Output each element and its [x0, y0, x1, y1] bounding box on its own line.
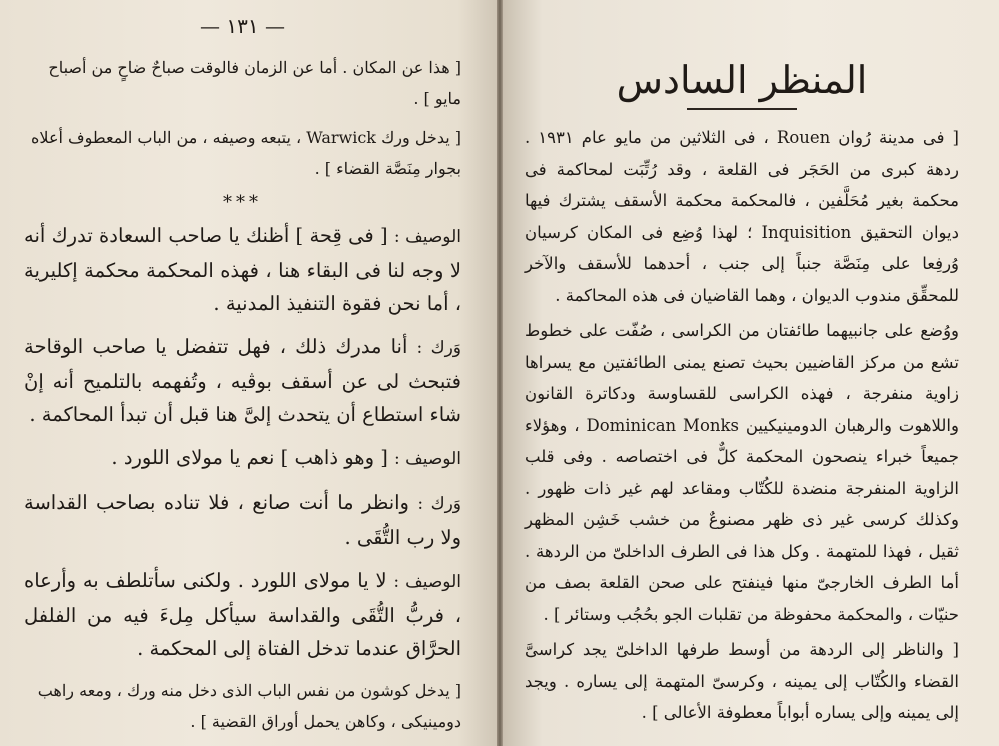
speech-text: [ وهو ذاهب ] نعم يا مولاى اللورد .: [111, 446, 388, 469]
speaker-name: الوصيف :: [394, 449, 461, 469]
scene-description-paragraph: [ والناظر إلى الردهة من أوسط طرفها الداخلىّ يجد كراسىَّ القضاء والكُتّاب إلى يمينه ، وكرسىّ المتهمة إلى يساره . ويجد إلى يمينه وإلى يساره أبواباً معطوفة الأعالى ] .: [525, 640, 959, 722]
scene-title: المنظر السادس: [616, 58, 868, 102]
scene-description-paragraph: ووُضع على جانبيهما طائفتان من الكراسى ، صُفّت على خطوط تشع من مركز القاضيين بحيث تصنع يمنى الطائفتين مع يسراها زاوية منفرجة ، فهذه الكراسى للقساوسة ودكاترة القانون واللاهوت والرهبان الدومينيكيين Dominican Monks ، وهؤلاء جميعاً خبراء ينصحون المحكمة كلٌّ فى اختصاصه . وفى قلب الزاوية المنفرجة منضدة للكُتّاب ومقاعد لهم غير ذات ظهور . وكذلك كرسى غير ذى ظهر مصنوعٌ من خشب خَشِن المظهر ثقيل ، فهذا للمتهمة . وكل هذا فى الطرف الداخلىّ من الردهة . أما الطرف الخارجىّ منها فينفتح على صحن القلعة بصف من حنيّات ، والمحكمة محفوظة من تقلبات الجو بحُجُب وستائر ] .: [525, 321, 959, 624]
page-number: — ١٣١ —: [200, 14, 285, 38]
dialogue-warwick-1: [24, 330, 461, 431]
speech-text: وانظر ما أنت صانع ، فلا تناده بصاحب القداسة ولا رب التُّقَى .: [24, 491, 461, 549]
stage-direction-warwick-enters: [ يدخل ورك Warwick ، يتبعه وصيفه ، من الباب المعطوف أعلاه بجوار مِنَصَّة القضاء ] .: [31, 128, 461, 178]
dialogue-page-3: [24, 564, 461, 665]
stage-direction-cauchon-enters: [ يدخل كوشون من نفس الباب الذى دخل منه ورك ، ومعه راهب دومينيكى ، وكاهن يحمل أوراق القضية ] .: [37, 681, 461, 731]
speech-text: أنا مدرك ذلك ، فهل تتفضل يا صاحب الوقاحة فتبحث لى عن أسقف بوڤيه ، وتُفهمه بالتلميح أنه إنْ شاء استطاع أن يتحدث إلىَّ هنا قبل أن تبدأ المحاكمة .: [24, 335, 461, 426]
speech-text: لا يا مولاى اللورد . ولكنى سأتلطف به وأرعاه ، فربُّ التُّقَى والقداسة سيأكل مِلءَ فيه من الفلفل الحرَّاق عندما تدخل الفتاة إلى المحكمة .: [24, 569, 461, 660]
scene-description-paragraph: [ فى مدينة رُوان Rouen ، فى الثلاثين من مايو عام ١٩٣١ . ردهة كبرى من الحَجَر فى القلعة ، وقد رُتِّبَت لمحاكمة فى محكمة بغير مُحَلَّفين ، فالمحكمة محكمة الأسقف يشترك فيها ديوان التحقيق Inquisition ؛ لهذا وُضِع فى المكان كرسيان وُرفِعا على مِنَصَّة جنباً إلى جنب ، أحدهما للأسقف والآخر للمحقِّق مندوب الديوان ، وهما القاضيان فى هذه المحاكمة .: [525, 128, 959, 305]
right-page: [503, 0, 999, 746]
speaker-name: الوصيف :: [393, 572, 461, 592]
dialogue-warwick-2: [24, 486, 461, 554]
speaker-name: الوصيف :: [393, 227, 461, 247]
section-separator: ***: [223, 192, 262, 213]
dialogue-page-1: [24, 219, 461, 320]
speaker-name: وَرك :: [417, 494, 462, 514]
speech-text: [ فى قِحة ] أظنك يا صاحب السعادة تدرك أنه لا وجه لنا فى البقاء هنا ، فهذه المحكمة محكمة إكليرية ، أما نحن فقوة التنفيذ المدنية .: [24, 224, 461, 315]
speaker-name: وَرك :: [416, 338, 462, 358]
stage-direction-setting: [ هذا عن المكان . أما عن الزمان فالوقت صباحٌ ضاحٍ من أصباح مايو ] .: [48, 58, 461, 108]
left-page: [0, 0, 497, 746]
dialogue-page-2: [24, 441, 461, 476]
title-rule: [687, 108, 797, 110]
